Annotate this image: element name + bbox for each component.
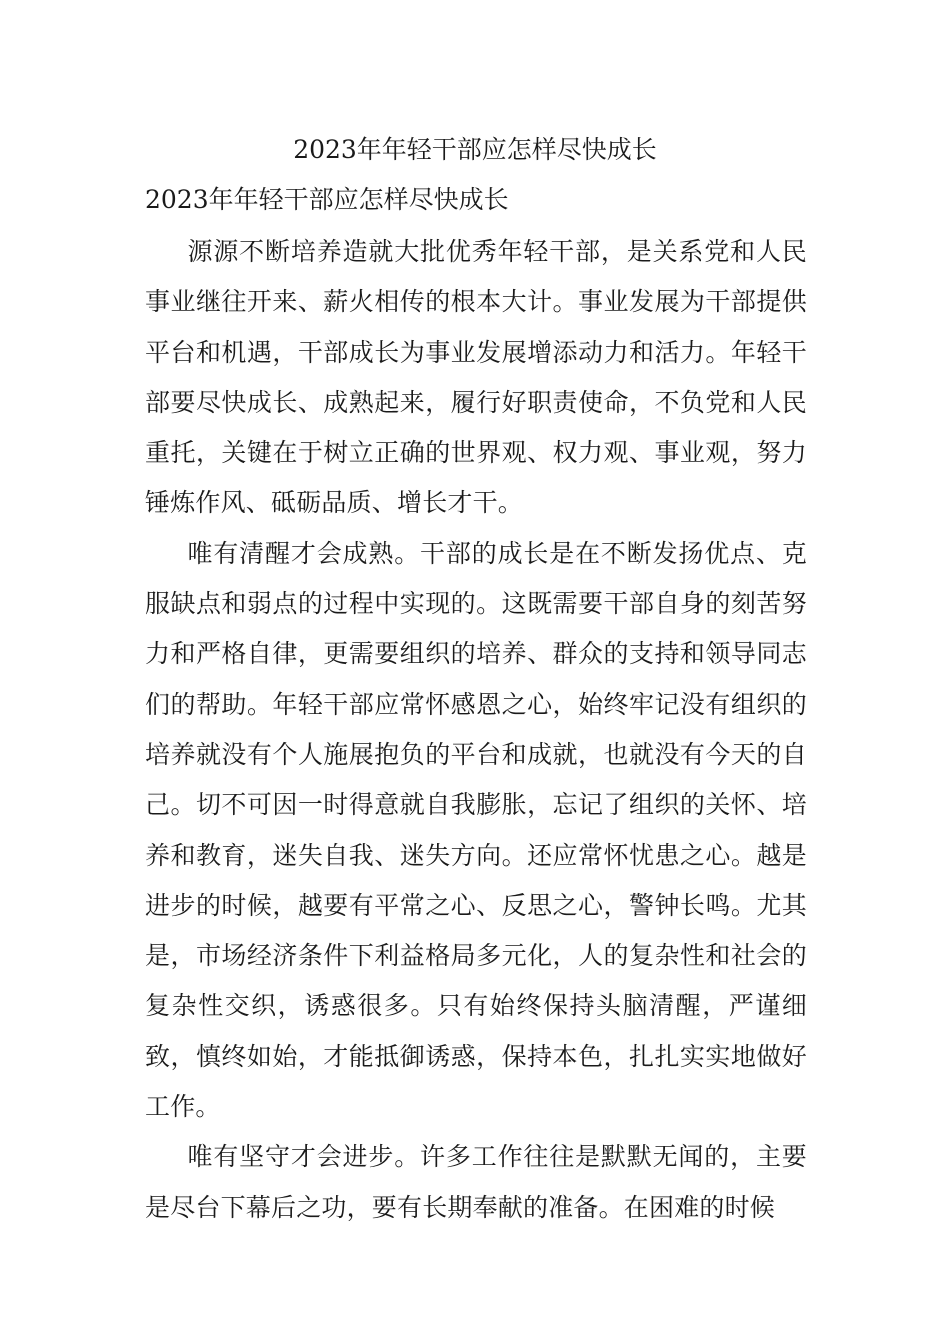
document-body bbox=[145, 227, 807, 1233]
paragraph-1: 源源不断培养造就大批优秀年轻干部，是关系党和人民事业继往开来、薪火相传的根本大计。事业发展为干部提供平台和机遇，干部成长为事业发展增添动力和活力。年轻干部要尽快成长、成熟起来，履行好职责使命，不负党和人民重托，关键在于树立正确的世界观、权力观、事业观，努力锤炼作风、砥砺品质、增长才干。 bbox=[145, 237, 807, 518]
paragraph-3: 唯有坚守才会进步。许多工作往往是默默无闻的，主要是尽台下幕后之功，要有长期奉献的准备。在困难的时候 bbox=[145, 1142, 807, 1222]
document-subtitle: 2023年年轻干部应怎样尽快成长 bbox=[145, 185, 509, 214]
document-title: 2023年年轻干部应怎样尽快成长 bbox=[293, 135, 657, 164]
paragraph-2: 唯有清醒才会成熟。干部的成长是在不断发扬优点、克服缺点和弱点的过程中实现的。这既需要干部自身的刻苦努力和严格自律，更需要组织的培养、群众的支持和领导同志们的帮助。年轻干部应常怀感恩之心，始终牢记没有组织的培养就没有个人施展抱负的平台和成就，也就没有今天的自己。切不可因一时得意就自我膨胀，忘记了组织的关怀、培养和教育，迷失自我、迷失方向。还应常怀忧患之心。越是进步的时候，越要有平常之心、反思之心，警钟长鸣。尤其是，市场经济条件下利益格局多元化，人的复杂性和社会的复杂性交织，诱惑很多。只有始终保持头脑清醒，严谨细致，慎终如始，才能抵御诱惑，保持本色，扎扎实实地做好工作。 bbox=[145, 538, 807, 1122]
